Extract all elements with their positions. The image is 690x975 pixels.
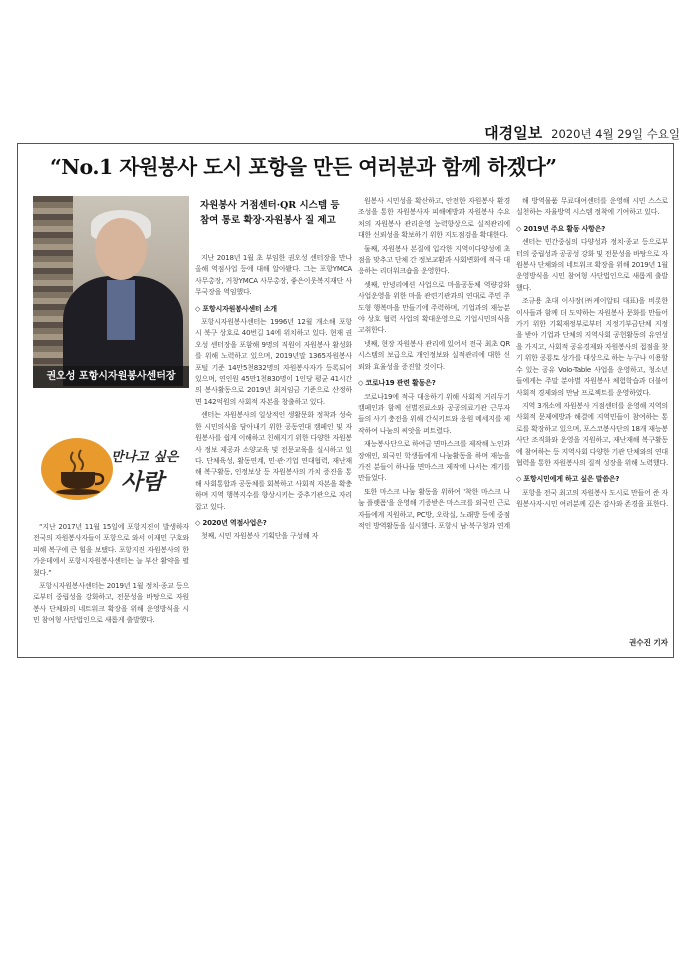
column-2 <box>195 253 352 653</box>
headline: “No.1 자원봉사 도시 포항을 만든 여러분과 함께 하겠다” <box>50 155 557 179</box>
section-heading: ◇ 2019년 주요 활동 사항은? <box>516 224 606 233</box>
section-heading: ◇ 2020년 역점사업은? <box>195 518 267 527</box>
section-heading: ◇ 포항시자원봉사센터 소개 <box>195 304 277 313</box>
paragraph: 지역 3개소에 자원봉사 거점센터를 운영해 지역의 사회적 문제예방과 해결에 지역민들이 참여하는 통로를 확장하고 있으며, 포스코봉사단의 18개 재능봉사단 조직화와 운영을 지원하고, 재난재해 복구활동에 참여하는 등 지역사회 다양한 기관 단체와의 연대 협력을 통한 자원봉사의 질적 성장을 위해 노력했다. <box>516 401 668 467</box>
section-heading: ◇ 포항시민에게 하고 싶은 말씀은? <box>516 475 620 484</box>
logo-text-line2: 사람 <box>121 469 164 495</box>
paragraph: 포항시자원봉사센터는 1996년 12월 개소해 포항시 북구 상호로 40번길 14에 위치하고 있다. 현재 권오성 센터장을 포함해 9명의 직원이 자원봉사 활성화를 위해 노력하고 있으며, 2019년말 1365자원봉사포털 기준 14만5천832명의 자원봉사자가 등록되어 있으며, 연인원 45만1천830명이 1인당 평균 41시간의 봉사활동으로 2019년 최저임금 기준으로 산정하면 142억원의 사회적 자본을 창출하고 있다. <box>195 318 352 406</box>
paragraph: 지난 2018년 1월 초 부임한 권오성 센터장을 만나 올해 역점사업 등에 대해 알아봤다. 그는 포항YMCA 사무총장, 거창YMCA 사무총장, 좋은이웃복지재단 사무국장을 역임했다. <box>195 254 352 297</box>
column-1 <box>33 522 189 652</box>
interview-logo <box>33 432 189 512</box>
column-4 <box>516 196 668 636</box>
coffee-cup-icon <box>51 444 107 496</box>
paragraph: 포항을 전국 최고의 자원봉사 도시로 만들어 준 자원봉사자·시민 여러분께 깊은 감사와 존경을 표한다. <box>516 488 668 509</box>
section-heading: ◇ 코로나19 관련 활동은? <box>358 379 436 388</box>
paragraph: 해 방역물품 무료대여센터를 운영해 시민 스스로 실천하는 자율방역 시스템 정착에 기여하고 있다. <box>516 197 668 217</box>
issue-date: 2020년 4월 29일 수요일 <box>551 127 680 141</box>
paragraph: 재능봉사단으로 하여금 면마스크를 제작해 노인과 장애인, 외국인 학생들에게 나눔활동을 하며 재능을 가진 분들이 하나둘 면마스크 제작에 나서는 계기를 만들었다. <box>358 440 510 483</box>
paragraph: 센터는 민간중심의 다양성과 정치·종교 등으로부터의 중립성과 공공성 강화 및 전문성을 바탕으로 자원봉사 단체와의 네트워크 확장을 위해 2019년 1월 운영방식을 시민 참여형 사단법인으로 새롭게 출발했다. <box>516 238 668 292</box>
photo-caption: 권오성 포항시자원봉사센터장 <box>33 366 189 388</box>
logo-text-line1: 만나고 싶은 <box>111 450 179 465</box>
column-3 <box>358 196 510 653</box>
byline: 권수진 기자 <box>629 638 668 647</box>
paragraph: 코로나19에 적극 대응하기 위해 사회적 거리두기 캠페인과 함께 선별진료소와 공공의료기관 근무자들의 사기 충전을 위해 간식키트와 응원 메세지를 제작하여 나눔의 씨앗을 퍼트렸다. <box>358 392 510 435</box>
paragraph: 포항시자원봉사센터는 2019년 1월 정치·종교 등으로부터 중립성을 강화하고, 전문성을 바탕으로 자원봉사 단체와의 네트워크 확장을 위해 운영방식을 시민 참여형 사단법인으로 새롭게 출발했다. <box>33 582 189 625</box>
logo-text <box>111 448 201 495</box>
subheadline <box>200 198 350 228</box>
paragraph: 넷째, 현장 자원봉사 관리에 있어서 전국 최초 QR시스템의 보급으로 개인정보와 실적관리에 대한 신뢰와 효율성을 증진할 것이다. <box>358 339 510 371</box>
newspaper-name: 대경일보 <box>484 124 543 142</box>
paragraph: 또한 마스크 나눔 활동을 위하여 '착한 마스크 나눔 플랫폼'을 운영해 기증받은 마스크를 외국인 근로자들에게 지원하고, PC방, 오락실, 노래방 등에 중점적인 방역활동을 실시했다. 포항시 남·북구청과 연계 <box>358 487 510 530</box>
subheadline-line2: 참여 통로 확장·자원봉사 질 제고 <box>200 215 336 226</box>
paragraph: 조규용 초대 이사장(㈜케이알티 대표)을 비롯한 이사들과 함께 더 도약하는 자원봉사 문화를 만들어 가기 위한 기획재정부로부터 지정기부금단체 지정을 받아 기업과 단체의 지역사회 공헌활동의 유연성을 가지고, 사회적 공유경제와 자원봉사의 접점을 찾기 위한 공룡토 상가를 대상으로 하는 누구나 이용할 수 있는 공유 Volo-Table 사업을 운영하고, 청소년들에게는 주말 분야별 자원봉사 체험학습과 더불어 사회적 경제와의 만남 프로젝트를 운영하였다. <box>516 297 668 397</box>
paragraph: 둘째, 자원봉사 본질에 입각한 지역이다양성에 초점을 맞추고 단체 간 정보교환과 사회변화에 적극 대응하는 리더워크숍을 운영한다. <box>358 244 510 276</box>
subheadline-line1: 자원봉사 거점센터·QR 시스템 등 <box>200 200 340 211</box>
person-shirt <box>107 280 135 340</box>
paragraph: 원봉사 시민성을 확산하고, 안전한 자원봉사 환경 조성을 통한 자원봉사자 피해예방과 자원봉사 수요처의 자원봉사 관리운영 능력향상으로 실적관리에 대한 신뢰성을 확보하기 위한 지도점검을 확대한다. <box>358 197 510 240</box>
portrait-photo <box>33 196 189 388</box>
paragraph: “지난 2017년 11월 15일에 포항지진이 발생하자 전국의 자원봉사자들이 포항으로 와서 이재민 구호와 피해 복구에 큰 힘을 보탰다. 포항지진 자원봉사의 한 가운데에서 포항시자원봉사센터는 늘 부산 활약을 펼쳤다.” <box>33 523 189 577</box>
paragraph: 첫째, 시민 자원봉사 기획단을 구성해 자 <box>201 532 319 541</box>
paragraph: 센터는 자원봉사의 일상적인 생활문화 정착과 성숙한 시민의식을 담아내기 위한 공동연대 캠페인 및 자원봉사를 쉽게 이해하고 친해지기 위한 다양한 자원봉사 정보 제공과 소양교육 및 전문교육을 실시하고 있다. 단체육성, 활동연계, 민·관·기업 연대협력, 재난재해 복구활동, 인정보상 등 자원봉사의 가치 증진을 통해 사회통합과 공동체를 회복하고 사회적 자본을 확충하며 지역 행복지수를 향상시키는 중추기관으로 자리 잡고 있다. <box>195 411 352 511</box>
paragraph: 셋째, 안녕리예션 사업으로 마을공동체 역량강화 사업운영을 위한 마을 관련기관과의 연대로 주민 주도형 행복마을 만들기에 주력하며, 기업과의 재능분야 상호 협력 사업의 확대운영으로 기업시민의식을 고취한다. <box>358 280 510 335</box>
person-head <box>95 218 147 280</box>
masthead <box>440 122 680 142</box>
